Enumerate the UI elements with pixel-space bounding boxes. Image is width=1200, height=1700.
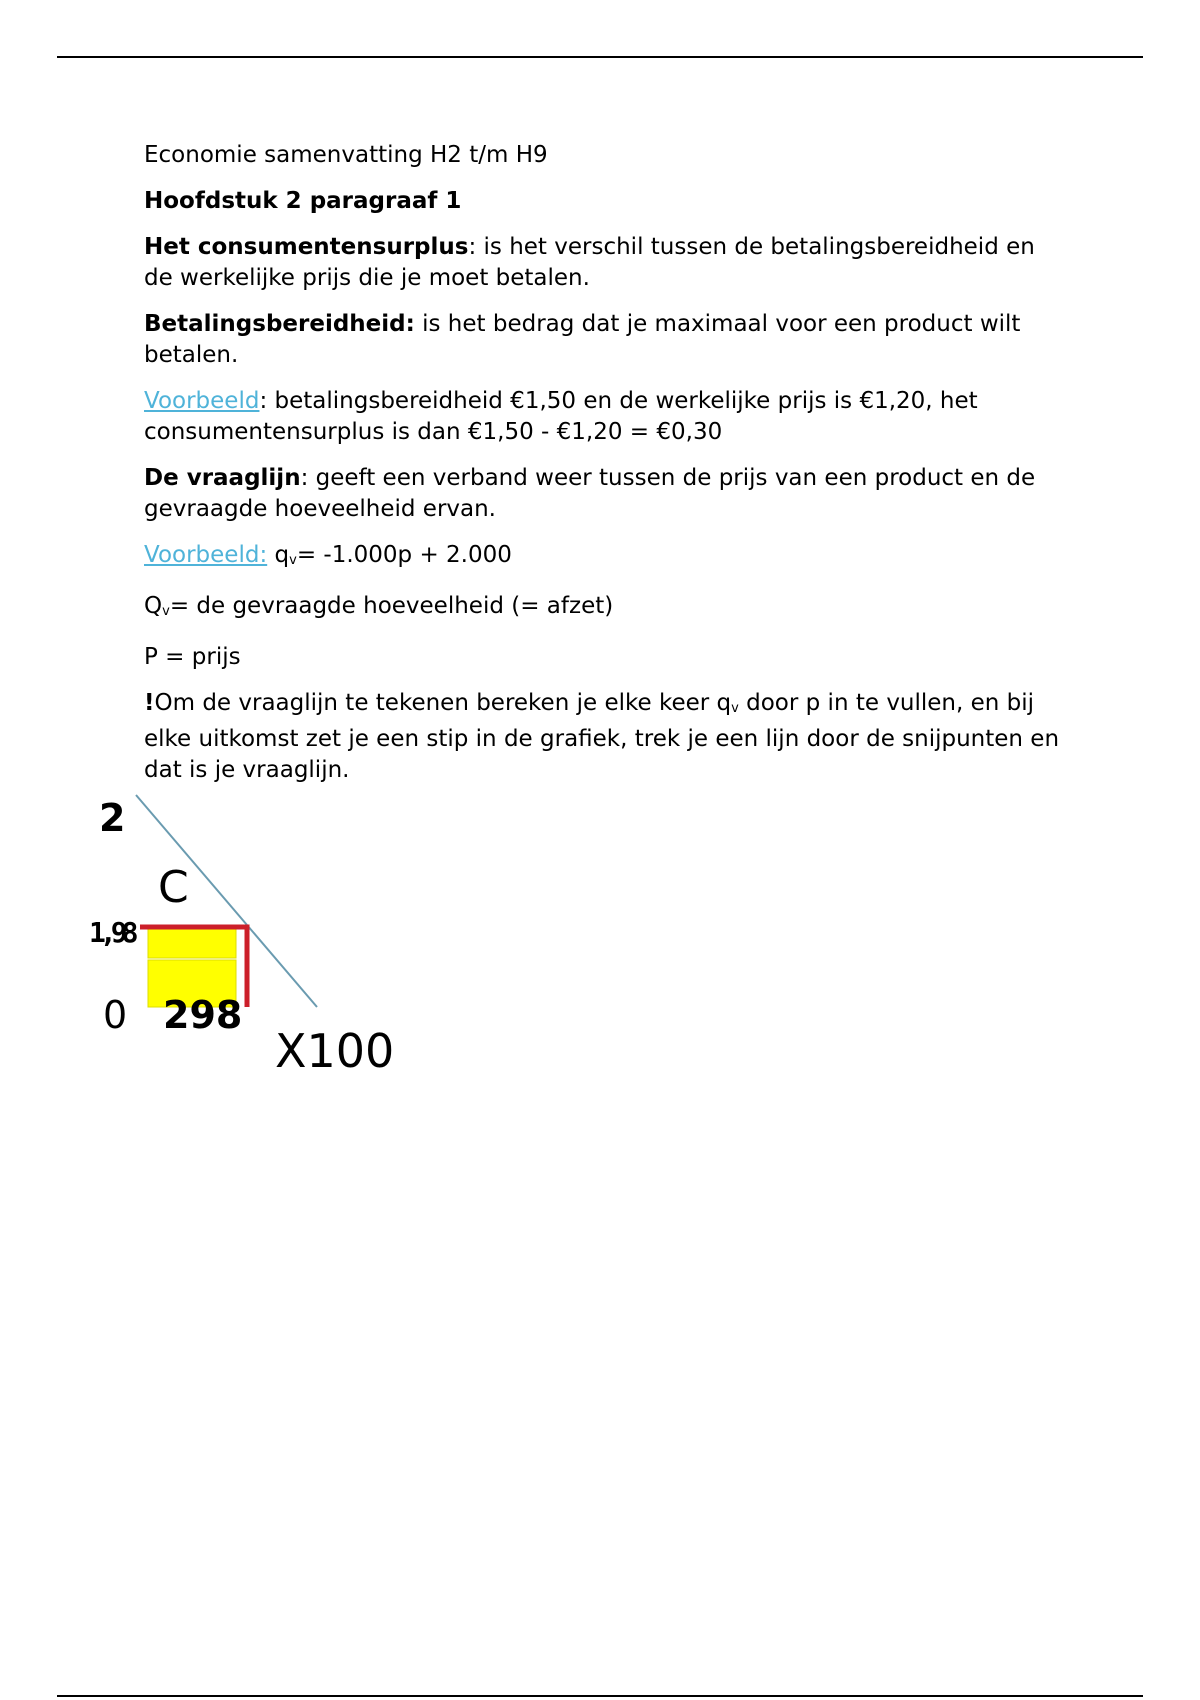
voorbeeld-link[interactable]: Voorbeeld [144,388,260,414]
formula-rest: = -1.000p + 2.000 [296,542,512,568]
paragraph-example-2 [144,540,1064,576]
document-body [144,140,1064,801]
yellow-area-top [148,928,236,958]
definition: : geeft een verband weer tussen de prijs van een product en de gevraagde hoeveelheid ervan. [144,465,1036,522]
voorbeeld-link[interactable]: Voorbeeld: [144,542,268,568]
paragraph-consumentensurplus [144,232,1064,294]
definition: : is het verschil tussen de betalingsbereidheid en de werkelijke prijs die je moet betalen. [144,234,1035,291]
demand-line-sketch [85,785,425,1100]
area-label: C [158,862,189,913]
paragraph-instruction [144,688,1064,786]
chapter-heading: Hoofdstuk 2 paragraaf 1 [144,188,462,214]
symbol-q: Q [144,593,163,619]
instruction-text-2: door p in te vullen, en bij elke uitkomst zet je een stip in de grafiek, trek je een lijn door de snijpunten en dat is je vraaglijn. [144,690,1060,783]
y-top-label: 2 [99,796,126,840]
definition: is het bedrag dat je maximaal voor een product wilt betalen. [144,311,1021,368]
formula-q: q [267,542,290,568]
top-rule [57,56,1143,58]
subscript: v [162,604,170,619]
paragraph-betalingsbereidheid [144,309,1064,371]
definition: = de gevraagde hoeveelheid (= afzet) [169,593,614,619]
subscript: v [289,553,297,568]
paragraph-qv-definition [144,591,1064,627]
term: De vraaglijn [144,465,301,491]
example-text: : betalingsbereidheid €1,50 en de werkelijke prijs is €1,20, het consumentensurplus is dan €1,50 - €1,20 = €0,30 [144,388,978,445]
term: Betalingsbereidheid: [144,311,415,337]
price-label: 1,98 [89,916,133,949]
origin-label: 0 [103,993,128,1037]
quantity-label: 298 [163,993,243,1037]
unit-label: X100 [275,1024,395,1078]
paragraph-example-1 [144,386,1064,448]
term: Het consumentensurplus [144,234,469,260]
subscript: v [731,701,739,716]
document-title: Economie samenvatting H2 t/m H9 [144,142,548,168]
paragraph-vraaglijn [144,463,1064,525]
paragraph-p-definition: P = prijs [144,644,241,670]
bottom-rule [57,1695,1143,1697]
instruction-text-1: Om de vraaglijn te tekenen bereken je elke keer q [154,690,732,716]
exclamation-mark: ! [144,690,155,716]
